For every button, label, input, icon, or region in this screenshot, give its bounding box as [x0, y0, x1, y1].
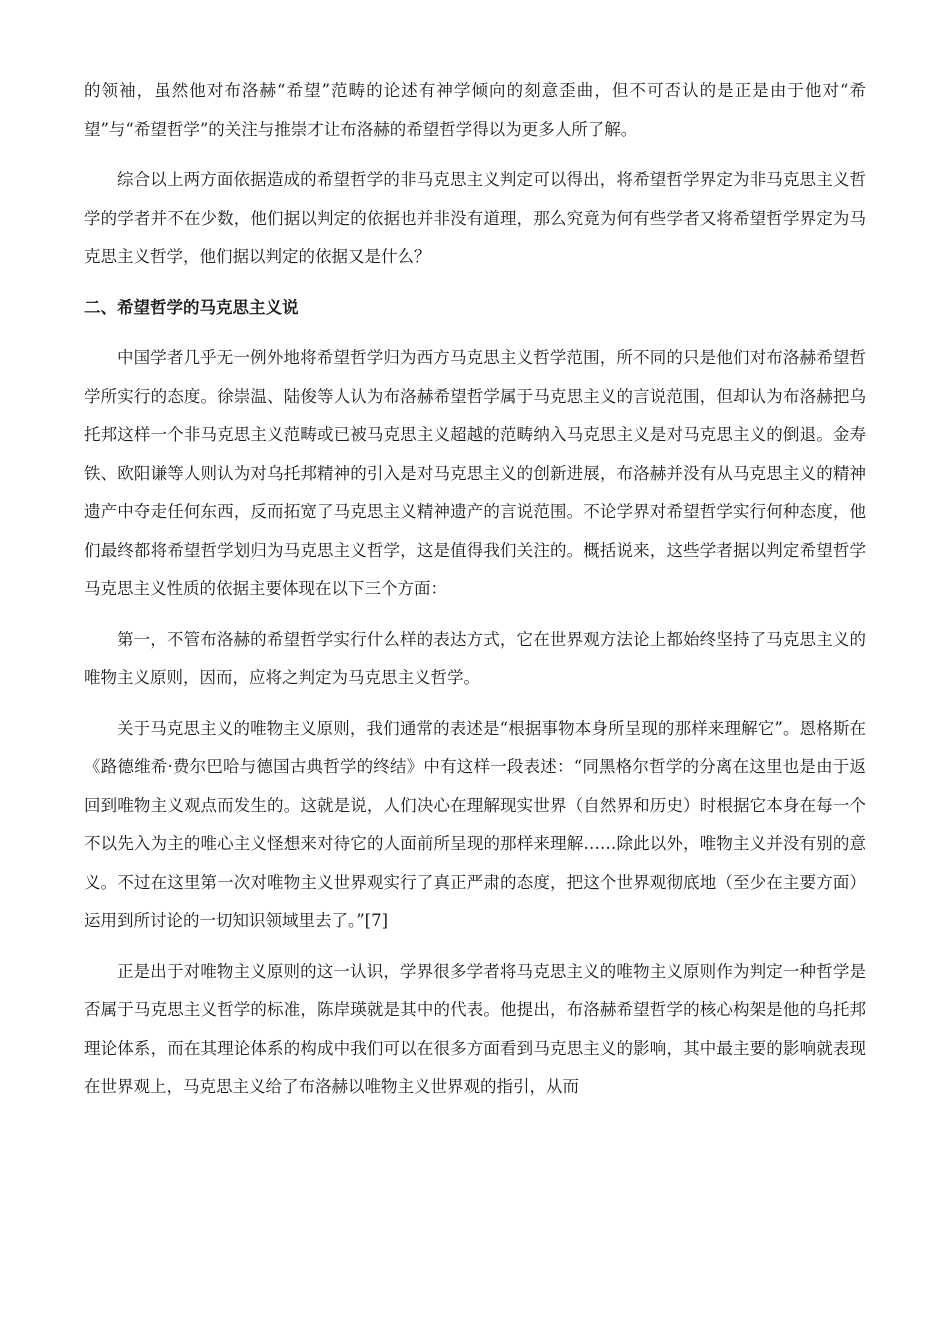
- paragraph-continuation: 的领袖，虽然他对布洛赫“希望”范畴的论述有神学倾向的刻意歪曲，但不可否认的是正是由于他对“希望”与“希望哲学”的关注与推崇才让布洛赫的希望哲学得以为更多人所了解。: [84, 81, 866, 139]
- paragraph-chen-anying: 正是出于对唯物主义原则的这一认识，学界很多学者将马克思主义的唯物主义原则作为判定一种哲学是否属于马克思主义哲学的标准，陈岸瑛就是其中的代表。他提出，布洛赫希望哲学的核心构架是他的乌托邦理论体系，而在其理论体系的构成中我们可以在很多方面看到马克思主义的影响，其中最主要的影响就表现在世界观上，马克思主义给了布洛赫以唯物主义世界观的指引，从而: [84, 961, 866, 1096]
- paragraph-summary: 综合以上两方面依据造成的希望哲学的非马克思主义判定可以得出，将希望哲学界定为非马克思主义哲学的学者并不在少数，他们据以判定的依据也并非没有道理，那么究竟为何有些学者又将希望哲学界定为马克思主义哲学，他们据以判定的依据又是什么？: [84, 170, 866, 266]
- paragraph-materialism-quote: 关于马克思主义的唯物主义原则，我们通常的表述是“根据事物本身所呈现的那样来理解它”。恩格斯在《路德维希·费尔巴哈与德国古典哲学的终结》中有这样一段表述：“同黑格尔哲学的分离在这里也是由于返回到唯物主义观点而发生的。这就是说，人们决心在理解现实世界（自然界和历史）时根据它本身在每一个不以先入为主的唯心主义怪想来对待它的人面前所呈现的那样来理解……除此以外，唯物主义并没有别的意义。不过在这里第一次对唯物主义世界观实行了真正严肃的态度，把这个世界观彻底地（至少在主要方面）运用到所讨论的一切知识领域里去了。”[7]: [84, 718, 866, 930]
- paragraph-first-point: 第一，不管布洛赫的希望哲学实行什么样的表达方式，它在世界观方法论上都始终坚持了马克思主义的唯物主义原则，因而，应将之判定为马克思主义哲学。: [84, 629, 866, 687]
- document-page: [84, 72, 866, 1119]
- section-heading: 二、希望哲学的马克思主义说: [84, 297, 299, 317]
- paragraph-chinese-scholars: 中国学者几乎无一例外地将希望哲学归为西方马克思主义哲学范围，所不同的只是他们对布洛赫希望哲学所实行的态度。徐崇温、陆俊等人认为布洛赫希望哲学属于马克思主义的言说范围，但却认为布洛赫把乌托邦这样一个非马克思主义范畴或已被马克思主义超越的范畴纳入马克思主义是对马克思主义的倒退。金寿铁、欧阳谦等人则认为对乌托邦精神的引入是对马克思主义的创新进展，布洛赫并没有从马克思主义的精神遗产中夺走任何东西，反而拓宽了马克思主义精神遗产的言说范围。不论学界对希望哲学实行何种态度，他们最终都将希望哲学划归为马克思主义哲学，这是值得我们关注的。概括说来，这些学者据以判定希望哲学马克思主义性质的依据主要体现在以下三个方面：: [84, 348, 866, 598]
